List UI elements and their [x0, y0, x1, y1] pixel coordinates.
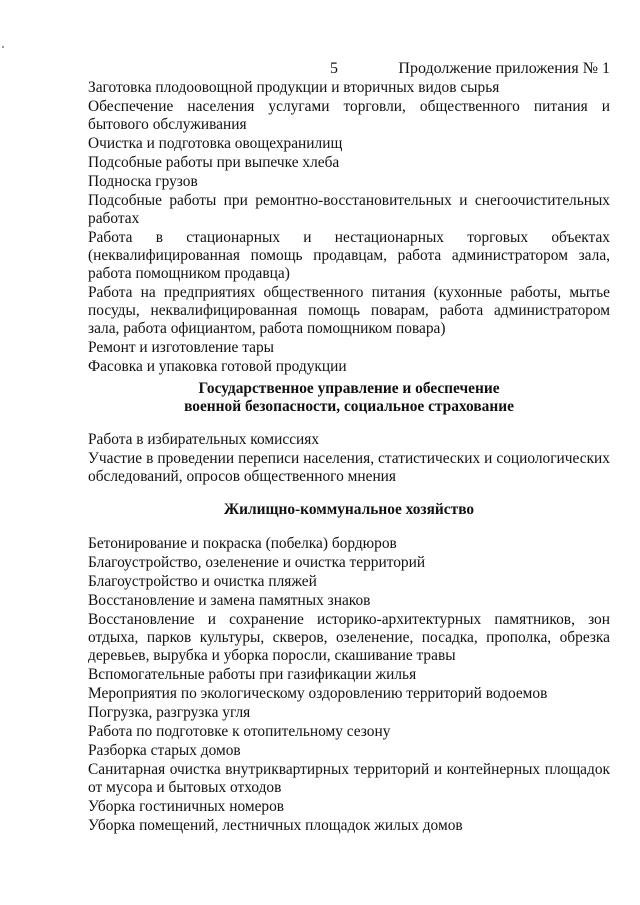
scan-mark	[2, 46, 4, 48]
list-item: Бетонирование и покраска (побелка) бордюров	[88, 535, 397, 552]
list-item: Подсобные работы при выпечке хлеба	[88, 154, 340, 171]
list-item: Уборка гостиничных номеров	[88, 798, 285, 815]
list-item: Работа в избирательных комиссиях	[88, 431, 320, 448]
list-item: Подноска грузов	[88, 173, 198, 190]
list-item: Работа в стационарных и нестационарных торговых объектах (неквалифицированная помощь продавцам, работа администратором зала, работа помощником продавца)	[88, 229, 610, 282]
list-item: Восстановление и сохранение историко-архитектурных памятников, зон отдыха, парков культуры, скверов, озеленение, посадка, прополка, обрезка деревьев, вырубка и уборка поросли, скашивание травы	[88, 611, 610, 664]
list-item: Работа по подготовке к отопительному сезону	[88, 723, 391, 740]
section-heading-line: Государственное управление и обеспечение	[198, 380, 500, 397]
list-item: Погрузка, разгрузка угля	[88, 704, 251, 721]
work-list-government	[88, 431, 610, 487]
list-item: Очистка и подготовка овощехранилищ	[88, 135, 343, 152]
work-list-trade	[88, 79, 610, 377]
list-item: Благоустройство и очистка пляжей	[88, 573, 317, 590]
list-item: Вспомогательные работы при газификации жилья	[88, 666, 417, 683]
section-heading-government	[88, 380, 610, 416]
continuation-note: Продолжение приложения № 1	[398, 60, 610, 77]
list-item: Обеспечение населения услугами торговли, общественного питания и бытового обслуживания	[88, 98, 610, 133]
list-item: Благоустройство, озеленение и очистка территорий	[88, 554, 426, 571]
list-item: Фасовка и упаковка готовой продукции	[88, 358, 347, 375]
list-item: Заготовка плодоовощной продукции и вторичных видов сырья	[88, 79, 500, 96]
page-number: 5	[330, 60, 338, 77]
list-item: Ремонт и изготовление тары	[88, 339, 274, 356]
list-item: Подсобные работы при ремонтно-восстановительных и снегоочистительных работах	[88, 192, 610, 227]
list-item: Участие в проведении переписи населения, статистических и социологических обследований, опросов общественного мнения	[88, 450, 610, 485]
list-item: Разборка старых домов	[88, 742, 241, 759]
work-list-housing	[88, 535, 610, 836]
list-item: Восстановление и замена памятных знаков	[88, 592, 371, 609]
list-item: Санитарная очистка внутриквартирных территорий и контейнерных площадок от мусора и бытовых отходов	[88, 761, 610, 796]
list-item: Уборка помещений, лестничных площадок жилых домов	[88, 817, 463, 834]
list-item: Мероприятия по экологическому оздоровлению территорий водоемов	[88, 685, 548, 702]
list-item: Работа на предприятиях общественного питания (кухонные работы, мытье посуды, неквалифицированная помощь поварам, работа администратором зала, работа официантом, работа помощником повара)	[88, 284, 610, 337]
section-heading-line: военной безопасности, социальное страхование	[184, 398, 514, 415]
section-heading-housing: Жилищно-коммунальное хозяйство	[223, 501, 475, 518]
